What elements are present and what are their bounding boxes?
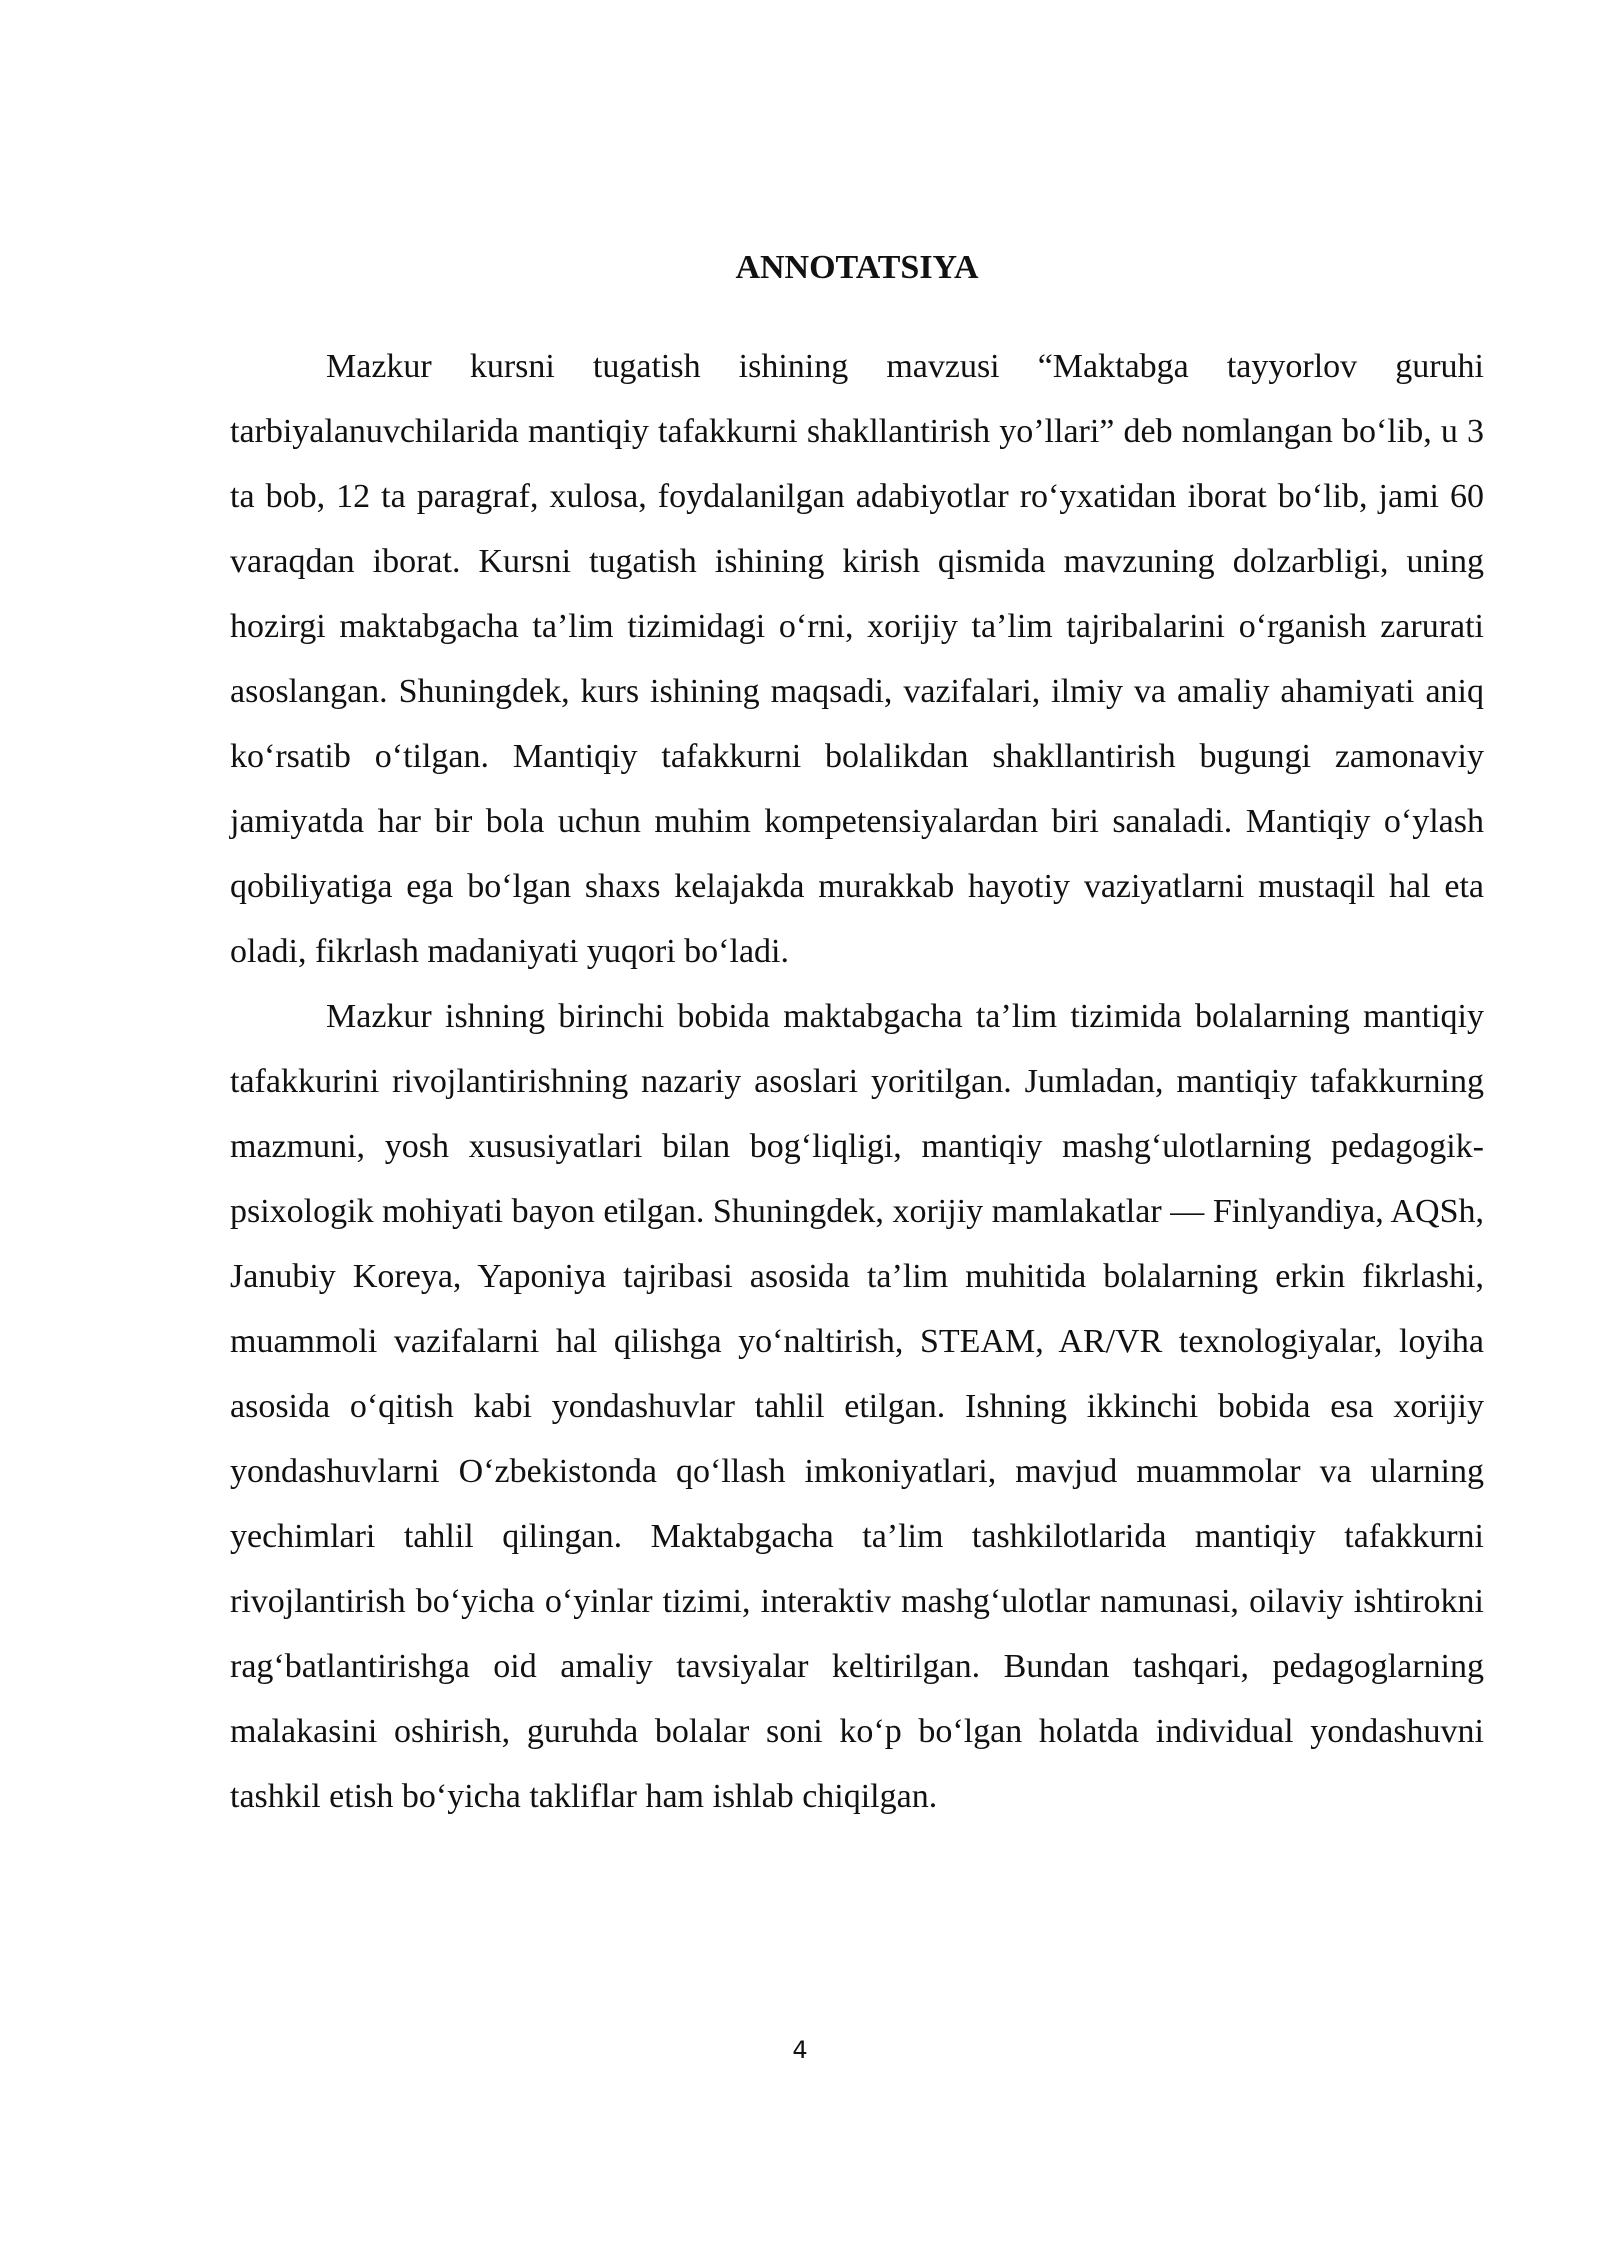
document-title: ANNOTATSIYA — [735, 249, 979, 286]
document-body — [230, 334, 1484, 1829]
paragraph-2: Mazkur ishning birinchi bobida maktabgacha ta’lim tizimida bolalarning mantiqiy tafakkurini rivojlantirishning nazariy asoslari yoritilgan. Jumladan, mantiqiy tafakkurning mazmuni, yosh xususiyatlari bilan bog‘liqligi, mantiqiy mashg‘ulotlarning pedagogik-psixologik mohiyati bayon etilgan. Shuningdek, xorijiy mamlakatlar — Finlyandiya, AQSh, Janubiy Koreya, Yaponiya tajribasi asosida ta’lim muhitida bolalarning erkin fikrlashi, muammoli vazifalarni hal qilishga yo‘naltirish, STEAM, AR/VR texnologiyalar, loyiha asosida o‘qitish kabi yondashuvlar tahlil etilgan. Ishning ikkinchi bobida esa xorijiy yondashuvlarni O‘zbekistonda qo‘llash imkoniyatlari, mavjud muammolar va ularning yechimlari tahlil qilingan. Maktabgacha ta’lim tashkilotlarida mantiqiy tafakkurni rivojlantirish bo‘yicha o‘yinlar tizimi, interaktiv mashg‘ulotlar namunasi, oilaviy ishtirokni rag‘batlantirishga oid amaliy tavsiyalar keltirilgan. Bundan tashqari, pedagoglarning malakasini oshirish, guruhda bolalar soni ko‘p bo‘lgan holatda individual yondashuvni tashkil etish bo‘yicha takliflar ham ishlab chiqilgan. — [230, 998, 1484, 1815]
page-number: 4 — [792, 2036, 808, 2064]
paragraph-1: Mazkur kursni tugatish ishining mavzusi “Maktabga tayyorlov guruhi tarbiyalanuvchilarida mantiqiy tafakkurni shakllantirish yo’llari” deb nomlangan bo‘lib, u 3 ta bob, 12 ta paragraf, xulosa, foydalanilgan adabiyotlar ro‘yxatidan iborat bo‘lib, jami 60 varaqdan iborat. Kursni tugatish ishining kirish qismida mavzuning dolzarbligi, uning hozirgi maktabgacha ta’lim tizimidagi o‘rni, xorijiy ta’lim tajribalarini o‘rganish zarurati asoslangan. Shuningdek, kurs ishining maqsadi, vazifalari, ilmiy va amaliy ahamiyati aniq ko‘rsatib o‘tilgan. Mantiqiy tafakkurni bolalikdan shakllantirish bugungi zamonaviy jamiyatda har bir bola uchun muhim kompetensiyalardan biri sanaladi. Mantiqiy o‘ylash qobiliyatiga ega bo‘lgan shaxs kelajakda murakkab hayotiy vaziyatlarni mustaqil hal eta oladi, fikrlash madaniyati yuqori bo‘ladi. — [230, 348, 1484, 970]
